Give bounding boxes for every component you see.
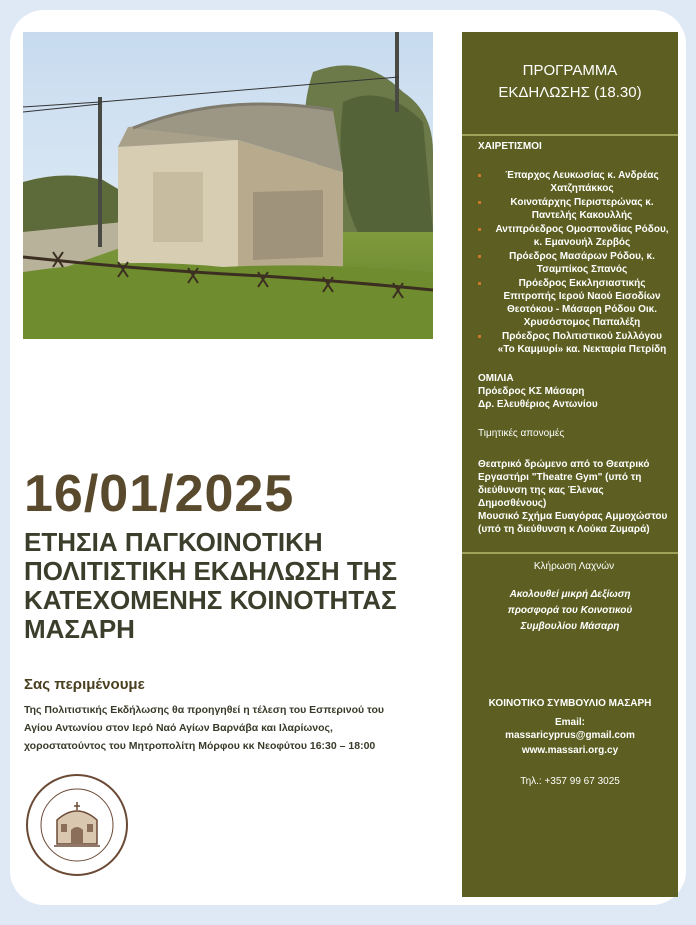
contact-email-label: Email: (554, 717, 585, 728)
program-title-line: ΕΚΔΗΛΩΣΗΣ (18.30) (498, 84, 642, 101)
program-title (462, 32, 678, 126)
contact-phone: Τηλ.: +357 99 67 3025 (520, 776, 620, 787)
list-item: Έπαρχος Λευκωσίας κ. Ανδρέας Χατζηπάκκος (478, 169, 670, 195)
contact-org: ΚΟΙΝΟΤΙΚΟ ΣΥΜΒΟΥΛΙΟ ΜΑΣΑΡΗ (488, 698, 652, 709)
greetings-heading: ΧΑΙΡΕΤΙΣΜΟΙ (478, 141, 542, 152)
list-item: Αντιπρόεδρος Ομοσπονδίας Ρόδου, κ. Εμανουήλ Ζερβός (478, 223, 670, 249)
invitation-subheading: Σας περιμένουμε (24, 676, 145, 693)
contact-email[interactable]: massaricyprus@gmail.com (505, 730, 635, 741)
divider (462, 134, 678, 136)
program-sidebar (462, 32, 678, 897)
speech-heading: ΟΜΙΛΙΑ (478, 373, 514, 384)
theatre-item: Θεατρικό δρώμενο από το Θεατρικό Εργαστήρι "Theatre Gym" (υπό τη διεύθυνση της κας Έλενας Δημοσθένους) (478, 459, 650, 509)
speech-speaker-role: Πρόεδρος ΚΣ Μάσαρη (478, 386, 585, 397)
list-item: Πρόεδρος Πολιτιστικού Συλλόγου «Το Καμμυρί» κα. Νεκταρία Πετρίδη (478, 330, 670, 356)
event-title: ΕΤΗΣΙΑ ΠΑΓΚΟΙΝΟΤΙΚΗ ΠΟΛΙΤΙΣΤΙΚΗ ΕΚΔΗΛΩΣΗ ΤΗΣ ΚΑΤΕΧΟΜΕΝΗΣ ΚΟΙΝΟΤΗΤΑΣ ΜΑΣΑΡΗ (24, 527, 398, 644)
speech-section (462, 372, 678, 411)
vespers-line: Της Πολιτιστικής Εκδήλωσης θα προηγηθεί η τέλεση του Εσπερινού του (24, 704, 384, 716)
lottery-item: Κλήρωση Λαχνών (533, 561, 615, 572)
vespers-line: Αγίου Αντωνίου στον Ιερό Ναό Αγίων Βαρνάβα και Ιλαρίωνος, (24, 722, 333, 734)
vespers-line: χοροστατούντος του Μητροπολίτη Μόρφου κκ Νεοφύτου 16:30 – 18:00 (24, 740, 376, 752)
list-item: Κοινοτάρχης Περιστερώνας κ. Παντελής Κακουλλής (478, 196, 670, 222)
contact-website[interactable]: www.massari.org.cy (521, 745, 619, 756)
contact-block (462, 697, 678, 788)
greetings-section (462, 140, 678, 356)
music-item: Μουσικό Σχήμα Ευαγόρας Αμμοχώστου (υπό τη διεύθυνση κ Λούκα Ζυμαρά) (478, 511, 668, 535)
community-seal-logo (24, 772, 130, 878)
honors-item: Τιμητικές απονομές (478, 428, 565, 439)
program-title-line: ΠΡΟΓΡΑΜΜΑ (522, 62, 618, 79)
list-item: Πρόεδρος Μασάρων Ρόδου, κ. Τσαμπίκος Σπανός (478, 250, 670, 276)
event-date: 16/01/2025 (24, 465, 295, 523)
chapel-photo (23, 32, 433, 339)
reception-item: Ακολουθεί μικρή Δεξίωση προσφορά του Κοινοτικού Συμβουλίου Μάσαρη (507, 589, 633, 632)
speech-speaker-name: Δρ. Ελευθέριος Αντωνίου (478, 399, 598, 410)
greetings-list (478, 169, 670, 356)
vespers-note (24, 701, 454, 755)
list-item: Πρόεδρος Εκκλησιαστικής Επιτροπής Ιερού Ναού Εισοδίων Θεοτόκου - Μάσαρη Ρόδου Οικ. Χρυσόστομος Παπαλέξη (478, 277, 670, 329)
divider (462, 552, 678, 554)
